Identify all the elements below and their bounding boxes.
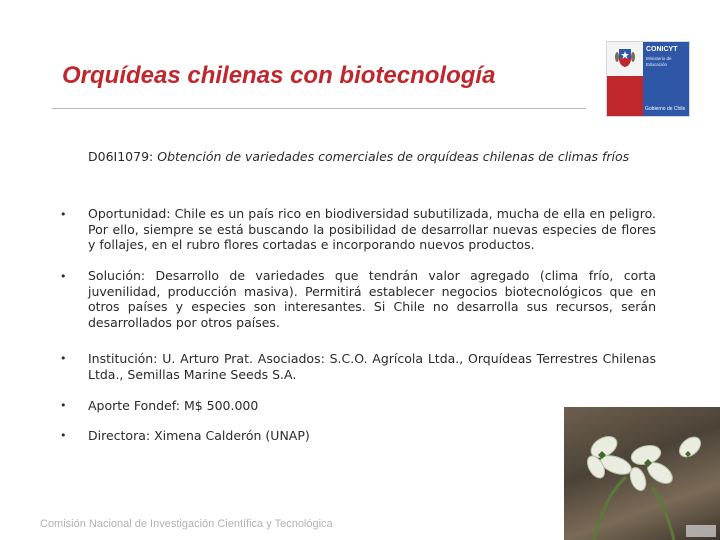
logo-red-panel: [607, 76, 643, 116]
item-label-asociados: Asociados:: [257, 351, 325, 366]
item-text: Chile es un país rico en biodiversidad subutilizada, mucha de ella en peligro. Por ello, siempre se está buscando la posibilidad de desarrollar nuevas especies de flores y follajes, en el rubro flores cortadas e incorporando nuevos productos.: [88, 206, 656, 252]
list-item-oportunidad: [88, 206, 656, 253]
bullet-marker: •: [60, 352, 67, 365]
bullet-marker: •: [60, 399, 67, 412]
orchid-flower-photo: [564, 407, 720, 540]
logo-footer: Gobierno de Chile: [645, 106, 686, 112]
logo-name: CONICYT: [646, 46, 678, 53]
item-text: U. Arturo Prat.: [162, 351, 253, 366]
project-subtitle: [88, 149, 668, 164]
item-label: Directora:: [88, 428, 151, 443]
bullet-marker: •: [60, 208, 67, 221]
project-description: Obtención de variedades comerciales de orquídeas chilenas de climas fríos: [157, 149, 630, 164]
item-text: Desarrollo de variedades que tendrán valor agregado (clima frío, corta juvenilidad, producción masiva). Permitirá establecer negocios biotecnológicos que en otros países y especies son interesantes. Si Chile no desarrolla sus recursos, serán desarrollados por otros países.: [88, 268, 656, 330]
slide-title: Orquídeas chilenas con biotecnología: [62, 62, 496, 89]
item-text: M$ 500.000: [183, 398, 259, 413]
conicyt-logo: [606, 41, 690, 117]
item-text: Ximena Calderón (UNAP): [154, 428, 310, 443]
project-code: D06I1079:: [88, 149, 154, 164]
item-label: Oportunidad:: [88, 206, 171, 221]
item-text-asociados: S.C.O. Agrícola Ltda., Orquídeas Terrestres Chilenas Ltda., Semillas Marine Seeds S.A.: [88, 351, 657, 382]
chile-coat-of-arms-icon: [613, 45, 637, 69]
list-item-institucion: [88, 351, 656, 382]
list-item-solucion: [88, 268, 656, 330]
item-label: Solución:: [88, 268, 146, 283]
item-label: Institución:: [88, 351, 158, 366]
bullet-marker: •: [60, 270, 67, 283]
logo-subtitle: Ministerio de Educación: [646, 56, 672, 67]
bullet-marker: •: [60, 429, 67, 442]
item-label: Aporte Fondef:: [88, 398, 180, 413]
footer-text: Comisión Nacional de Investigación Científica y Tecnológica: [40, 518, 333, 530]
title-divider: [52, 108, 586, 109]
